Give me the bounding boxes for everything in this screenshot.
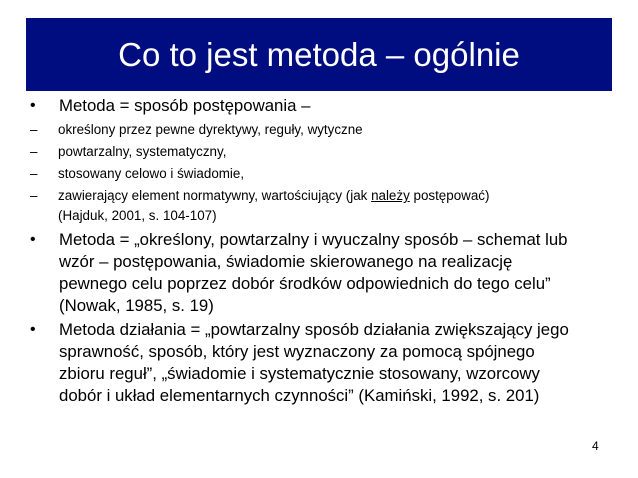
citation: (Hajduk, 2001, s. 104-107) <box>58 208 217 223</box>
dash-marker: – <box>30 122 38 137</box>
bullet-item <box>30 229 612 317</box>
bullet-line: dobór i układ elementarnych czynności” (Kamiński, 1992, s. 201) <box>59 386 540 405</box>
bullet-marker: • <box>30 231 36 248</box>
dash-marker: – <box>30 188 38 203</box>
sub-item-text: określony przez pewne dyrektywy, reguły, wytyczne <box>58 122 363 137</box>
bullet-line: Metoda = „określony, powtarzalny i wyuczalny sposób – schemat lub <box>59 230 568 249</box>
slide-title: Co to jest metoda – ogólnie <box>118 36 520 73</box>
bullet-marker: • <box>30 97 36 114</box>
dash-marker: – <box>30 166 38 181</box>
sub-item <box>30 120 612 140</box>
bullet-text: Metoda = sposób postępowania – <box>59 96 311 115</box>
sub-item-text: stosowany celowo i świadomie, <box>58 166 245 181</box>
bullet-line: sprawność, sposób, który jest wyznaczony za pomocą spójnego <box>59 342 535 361</box>
bullet-line: wzór – postępowania, świadomie skierowanego na realizację <box>59 252 513 271</box>
sub-list <box>30 120 612 226</box>
bullet-line: pewnego celu poprzez dobór środków odpowiednich do tego celu” <box>59 274 551 293</box>
page-number: 4 <box>592 439 599 453</box>
sub-item-text: powtarzalny, systematyczny, <box>58 144 227 159</box>
slide-content <box>30 95 612 407</box>
bullet-line: zbioru reguł”, „świadomie i systematycznie stosowany, wzorcowy <box>59 364 540 383</box>
sub-item-text-before: zawierający element normatywny, wartościujący (jak <box>58 188 372 203</box>
sub-item <box>30 142 612 162</box>
bullet-line: Metoda działania = „powtarzalny sposób działania zwiększający jego <box>59 320 569 339</box>
bullet-line: (Nowak, 1985, s. 19) <box>59 296 214 315</box>
underlined-word: należy <box>371 188 410 203</box>
title-bar <box>26 18 612 91</box>
sub-item-text-after: postępować) <box>409 188 490 203</box>
bullet-item <box>30 319 612 407</box>
bullet-marker: • <box>30 321 36 338</box>
bullet-item <box>30 95 612 117</box>
sub-item <box>30 186 612 226</box>
dash-marker: – <box>30 144 38 159</box>
sub-item <box>30 164 612 184</box>
